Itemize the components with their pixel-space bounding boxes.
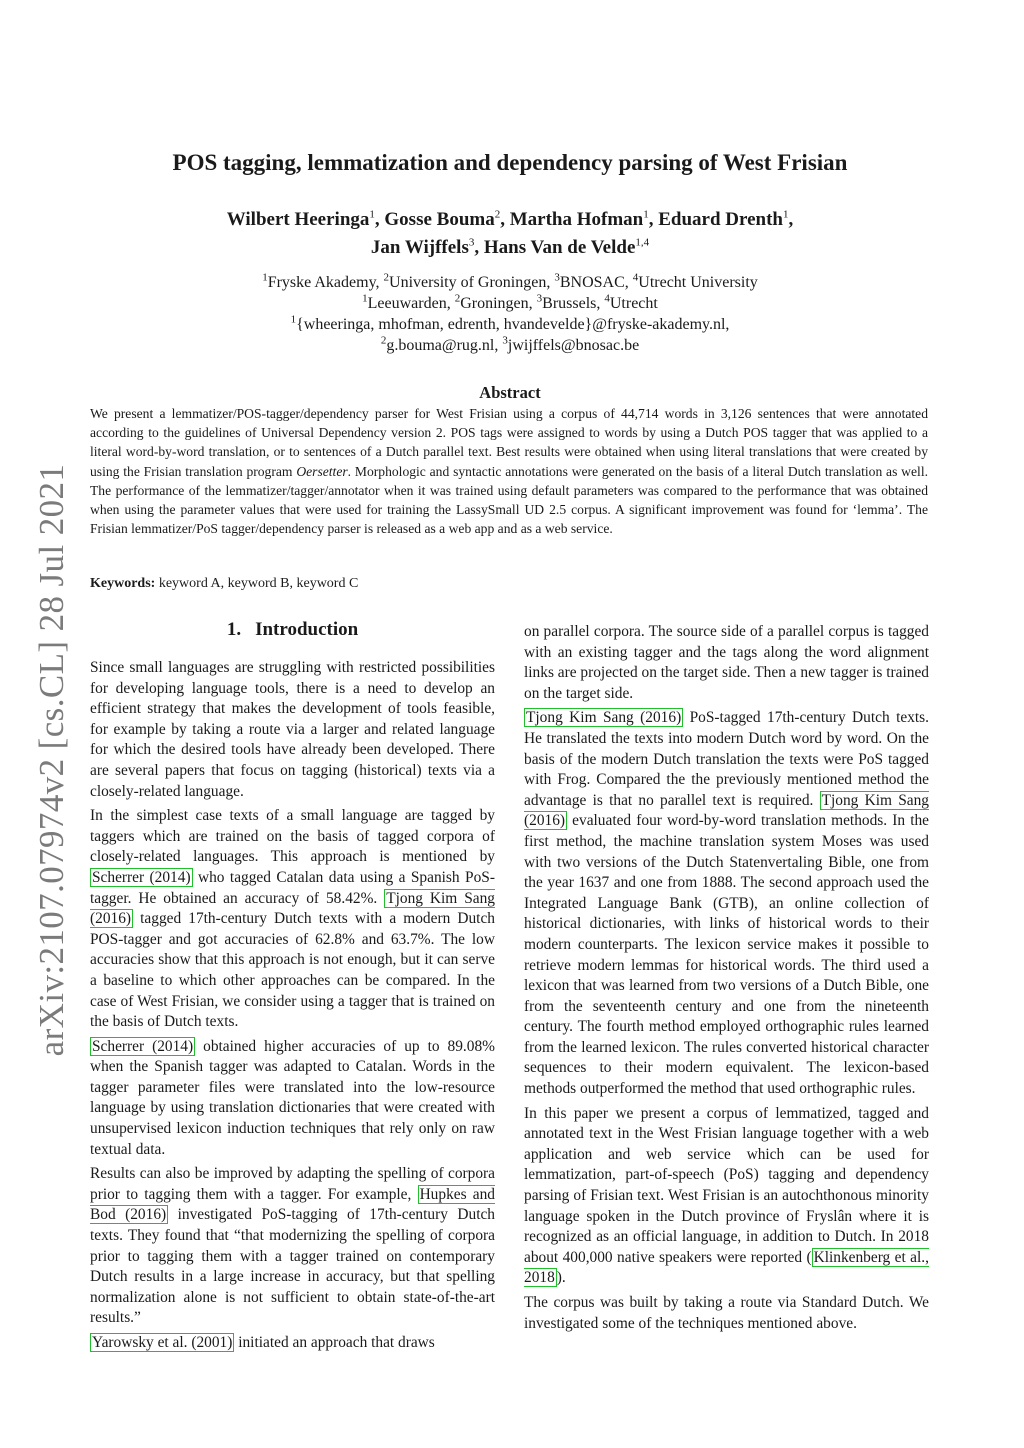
author-affiliation-marker: 1 <box>369 208 375 221</box>
keywords-list: keyword A, keyword B, keyword C <box>155 576 359 591</box>
author-name: Jan Wijffels <box>370 237 469 258</box>
left-column <box>90 618 495 1358</box>
author-name: Hans Van de Velde <box>483 237 636 258</box>
affiliation-cities: $^1$Leeuwarden, $^2$Groningen, $^3$Brussels, $^4$Utrecht <box>362 292 658 312</box>
author-affiliation-marker: 1 <box>783 208 789 221</box>
paragraph: on parallel corpora. The source side of a parallel corpus is tagged with an existing tagger and the tags along the word alignment links are projected on the target side. Then a new tagger is trained on the target side. <box>524 623 930 702</box>
paragraph: The corpus was built by taking a route via Standard Dutch. We investigated some of the techniques mentioned above. <box>524 1294 929 1332</box>
author-line-1: Wilbert Heeringa$^1$, Gosse Bouma$^2$, Martha Hofman$^1$, Eduard Drenth$^1$, <box>226 208 794 230</box>
author-affiliation-marker: 1,4 <box>635 236 650 249</box>
section-heading <box>90 618 495 642</box>
author-affiliation-marker: 3 <box>468 236 475 249</box>
author-affiliation-marker: 2 <box>494 208 501 221</box>
right-column <box>524 622 929 1338</box>
email-address[interactable]: {wheeringa, mhofman, edrenth, hvandevelde}@fryske-akademy.nl, <box>296 316 730 333</box>
affiliation-email-line-1: $^1${wheeringa, mhofman, edrenth, hvandevelde}@fryske-akademy.nl, <box>290 313 730 333</box>
author-list <box>90 206 930 262</box>
citation-link[interactable]: Scherrer (2014) <box>92 868 191 886</box>
paragraph: Tjong Kim Sang (2016) PoS-tagged 17th-century Dutch texts. He translated the texts into modern Dutch word by word. On the basis of the modern Dutch translation the texts were PoS tagged with Frog. Compared the the previously mentioned method the advantage is that no parallel text is required. Tjong Kim Sang (2016) evaluated four word-by-word translation methods. In the first method, the machine translation system Moses was used with two versions of the Dutch Statenvertaling Bible, one from the year 1637 and one from 1888. The second approach used the Integrated Language Bank (GTB), an online collection of historical dictionaries, with links of historical words to their modern counterparts. The lexicon service makes it possible to retrieve modern lemmas for historical words. The third used a lexicon that was learned from two versions of a Dutch Bible, one from the seventeenth century and one from the nineteenth century. The fourth method employed orthographic rules learned from the learned lexicon. The rules converted historical character sequences to their modern equivalent. The lexicon-based methods outperformed the method that used orthographic rules. <box>524 709 929 1098</box>
affiliation-organizations: $^1$Fryske Akademy, $^2$University of Groningen, $^3$BNOSAC, $^4$Utrecht University <box>262 271 758 291</box>
citation-link[interactable]: Tjong Kim Sang (2016) <box>524 791 929 830</box>
author-name: Eduard Drenth <box>658 209 783 230</box>
author-name: Martha Hofman <box>509 209 644 230</box>
citation-link[interactable]: Yarowsky et al. (2001) <box>92 1334 233 1351</box>
citation-link[interactable]: Klinkenberg et al., 2018 <box>524 1248 929 1287</box>
program-name: Oersetter <box>296 463 348 479</box>
section-number: 1. <box>226 619 242 640</box>
paragraph: In the simplest case texts of a small language are tagged by taggers which are trained on the basis of tagged corpora of closely-related languages. This approach is mentioned by Scherrer (2014) who tagged Catalan data using a Spanish PoS-tagger. He obtained an accuracy of 58.42%. Tjong Kim Sang (2016) tagged 17th-century Dutch texts with a modern Dutch POS-tagger and got accuracies of 62.8% and 63.7%. The low accuracies show that this approach is not enough, but it can serve a baseline to which other approaches can be compared. In the case of West Frisian, we consider using a tagger that is trained on the basis of Dutch texts. <box>90 807 495 1031</box>
citation-link[interactable]: Tjong Kim Sang (2016) <box>90 889 495 928</box>
author-line-2: Jan Wijffels$^3$, Hans Van de Velde$^{1,4}$ <box>370 236 650 258</box>
author-affiliation-marker: 1 <box>643 208 649 221</box>
keywords <box>90 574 928 594</box>
citation-link[interactable]: Hupkes and Bod (2016) <box>90 1185 495 1224</box>
email-address[interactable]: g.bouma@rug.nl, <box>386 337 503 354</box>
paragraph: Since small languages are struggling with restricted possibilities for developing language tools, there is a need to develop an efficient strategy that makes the development of tools feasible, for example by taking a route via a larger and related language for which the desired tools have already been developed. There are several papers that focus on tagging (historical) texts via a closely-related language. <box>90 659 495 800</box>
citation-link[interactable]: Scherrer (2014) <box>92 1037 194 1055</box>
paragraph: Results can also be improved by adapting the spelling of corpora prior to tagging them with a tagger. For example, Hupkes and Bod (2016) investigated PoS-tagging of 17th-century Dutch texts. They found that “that modernizing the spelling of corpora prior to tagging them with a tagger trained on contemporary Dutch results in a large increase in accuracy, but that spelling normalization alone is not sufficient to obtain state-of-the-art results.” <box>90 1165 495 1327</box>
abstract-heading: Abstract <box>479 383 541 402</box>
keywords-label: Keywords: <box>90 576 156 591</box>
paragraph: Scherrer (2014) obtained higher accuracies of up to 89.08% when the Spanish tagger was adapted to Catalan. Words in the tagger parameter files were translated into the low-resource language by using translation dictionaries that were created with unsupervised lexicon induction techniques that rely only on raw textual data. <box>90 1037 495 1158</box>
citation-link[interactable]: Tjong Kim Sang (2016) <box>526 709 682 727</box>
author-name: Wilbert Heeringa <box>226 209 370 230</box>
affiliations <box>90 272 930 356</box>
paragraph: In this paper we present a corpus of lemmatized, tagged and annotated text in the West Frisian language together with a web application and web service which can be used for lemmatization, part-of-speech (PoS) tagging and dependency parsing of Frisian text. West Frisian is an autochthonous minority language spoken in the Dutch province of Fryslân where it is recognized as an official language, in addition to Dutch. In 2018 about 400,000 native speakers were reported ( Klinkenberg et al., 2018 ). <box>524 1104 929 1287</box>
author-name: Gosse Bouma <box>384 209 495 230</box>
email-address[interactable]: jwijffels@bnosac.be <box>507 337 640 354</box>
paper-title: POS tagging, lemmatization and dependency parsing of West Frisian <box>172 150 848 175</box>
arxiv-identifier: arXiv:2107.07974v2 [cs.CL] 28 Jul 2021 <box>32 463 71 1057</box>
abstract-body: We present a lemmatizer/POS-tagger/dependency parser for West Frisian using a corpus of 44,714 words in 3,126 sentences that were annotated according to the guidelines of Universal Dependency version 2. POS tags were assigned to words by using a Dutch POS tagger that was applied to a literal word-by-word translation, or to sentences of a Dutch parallel text. Best results were obtained when using literal translations that were created by using the Frisian translation program Oersetter. Morphologic and syntactic annotations were generated on the basis of a literal Dutch translation as well. The performance of the lemmatizer/tagger/annotator when it was trained using default parameters was compared to the performance that was obtained when using the parameter values that were used for training the LassySmall UD 2.5 corpus. A significant improvement was found for ‘lemma’. The Frisian lemmatizer/PoS tagger/dependency parser is released as a web app and as a web service. <box>90 406 928 537</box>
section-title: Introduction <box>255 619 359 640</box>
paragraph: Yarowsky et al. (2001) initiated an approach that draws <box>92 1334 435 1351</box>
affiliation-email-line-2: $^2$g.bouma@rug.nl, $^3$jwijffels@bnosac.be <box>380 334 640 354</box>
